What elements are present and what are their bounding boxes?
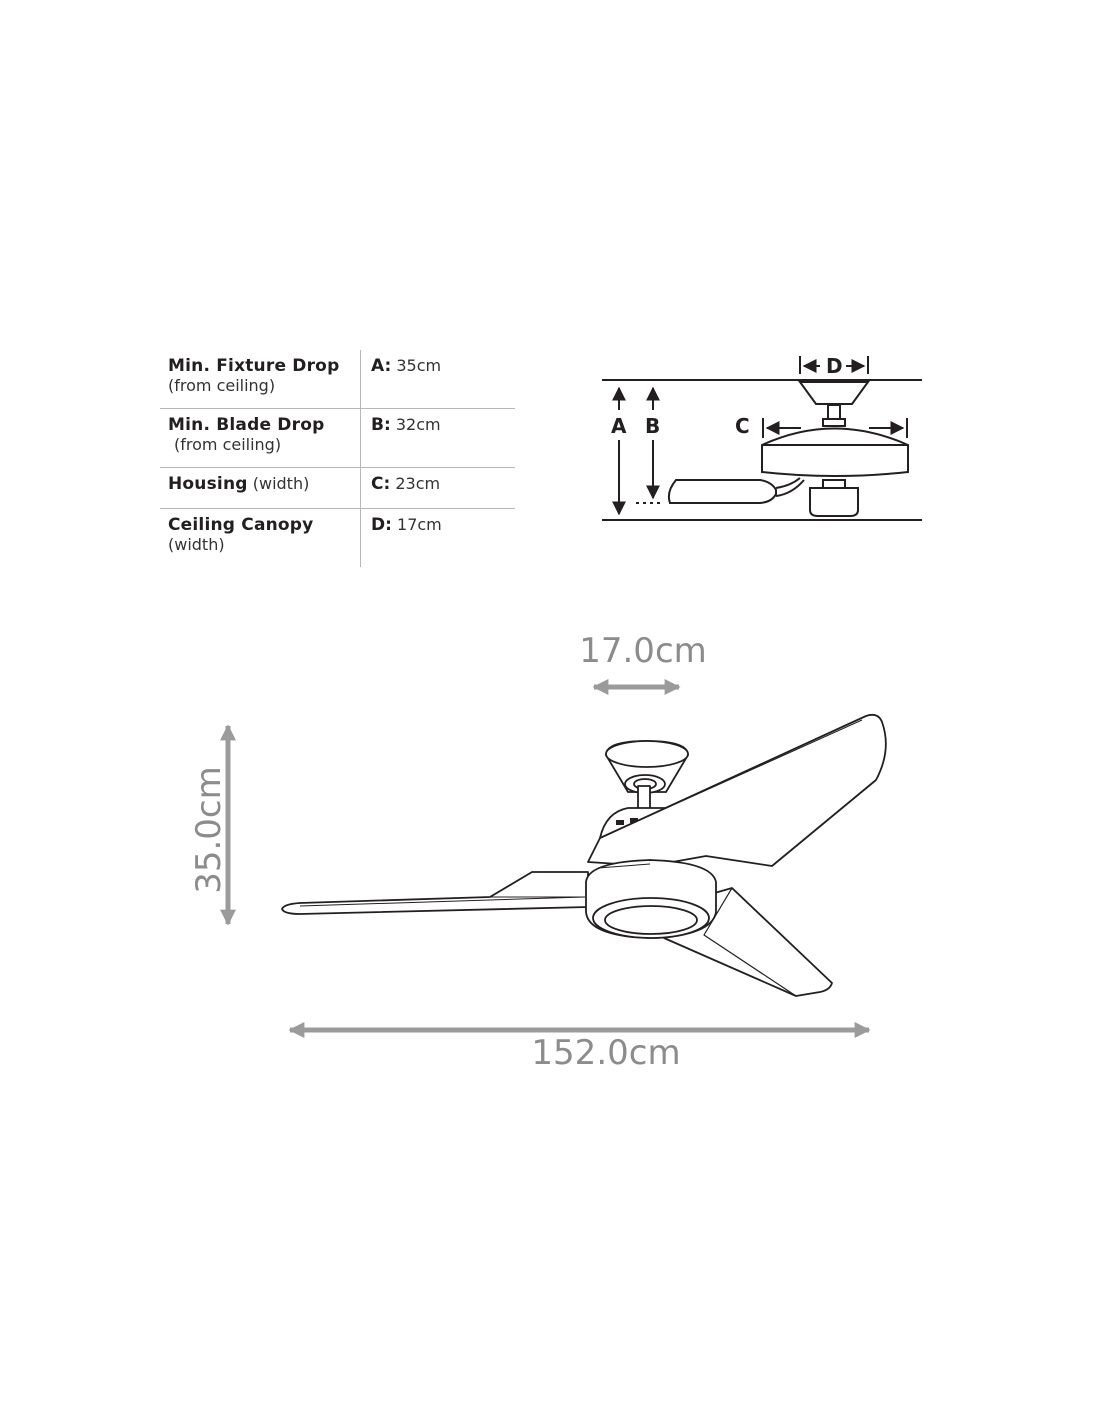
spec-label: Ceiling Canopy [168, 515, 314, 535]
label-c: C [735, 414, 750, 438]
spec-letter: B: [371, 415, 391, 435]
height-dimension-label: 35.0cm [189, 766, 229, 894]
spec-label: Min. Fixture Drop [168, 356, 340, 376]
spec-value: 35cm [396, 356, 442, 375]
spec-value: 17cm [397, 515, 442, 534]
spec-value: 23cm [395, 474, 441, 493]
spec-letter: C: [371, 474, 391, 494]
span-dimension-label: 152.0cm [531, 1033, 681, 1073]
spec-letter: A: [371, 356, 392, 376]
canopy-dimension-label: 17.0cm [579, 631, 707, 671]
label-d: D [826, 354, 843, 378]
spec-value: 32cm [395, 415, 441, 434]
spec-sub: (from ceiling) [174, 435, 282, 454]
label-b: B [645, 414, 661, 438]
left-blade-shape [282, 872, 588, 914]
spec-sub: (width) [168, 535, 225, 554]
label-a: A [611, 414, 627, 438]
spec-label: Min. Blade Drop [168, 415, 325, 435]
spec-label: Housing [168, 474, 248, 494]
spec-sub: (width) [252, 474, 310, 493]
spec-letter: D: [371, 515, 392, 535]
spec-sub: (from ceiling) [168, 376, 276, 395]
